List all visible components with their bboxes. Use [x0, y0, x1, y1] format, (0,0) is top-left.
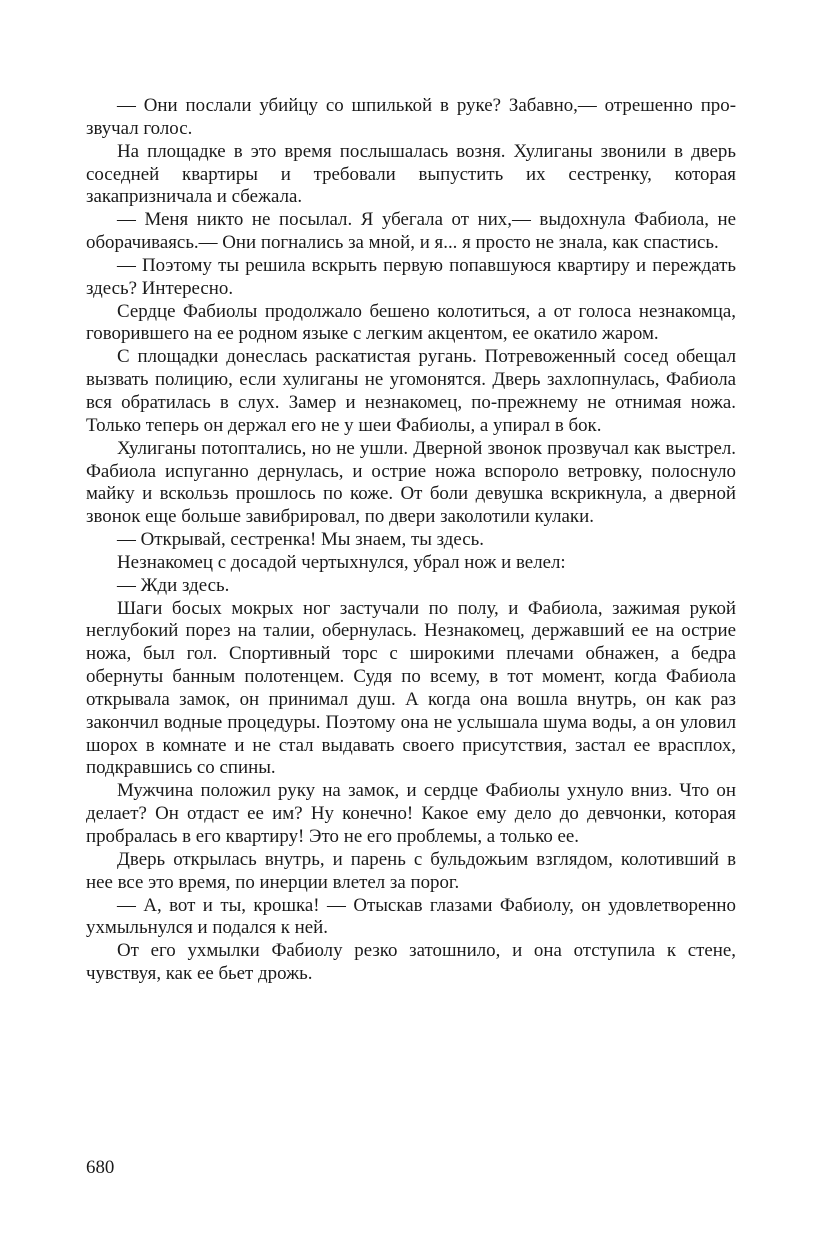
paragraph-9: Незнакомец с досадой чертыхнулся, убрал нож и велел: — [117, 551, 566, 573]
paragraph-8: — Открывай, сестренка! Мы знаем, ты здесь. — [117, 529, 484, 551]
paragraph-3: — Меня никто не посылал. Я убегала от них,— выдохнула Фабиола, не оборачиваясь.— Они погнались за мной, и я... я просто не знала, как спастись. — [86, 209, 736, 254]
paragraph-11: Шаги босых мокрых ног застучали по полу, и Фабиола, зажимая рукой неглубокий порез на талии, обернулась. Незнакомец, державший ее на острие ножа, был гол. Спортивный торс с широкими плечами обнажен, а бедра обернуты банным полотенцем. Судя по всему, в тот момент, когда Фабиола открывала замок, он принимал душ. А когда она вошла внутрь, он как раз закончил водные процедуры. Поэтому она не услышала шума воды, а он уловил шорох в комнате и не стал выдавать своего присутствия, застал ее врасплох, подкравшись со спины. — [86, 597, 736, 779]
paragraph-6: С площадки донеслась раскатистая ругань. Потревоженный сосед обещал вызвать полицию, если хулиганы не угомонятся. Дверь захлопнулась, Фабиола вся обратилась в слух. Замер и незнакомец, по-прежнему не отнимая ножа. Только теперь он держал его не у шеи Фабиолы, а упирал в бок. — [86, 346, 736, 436]
paragraph-4: — Поэтому ты решила вскрыть первую попавшуюся квартиру и переждать здесь? Интересно. — [86, 254, 736, 299]
page-body — [86, 95, 736, 986]
paragraph-5: Сердце Фабиолы продолжало бешено колотиться, а от голоса незнакомца, говорившего на ее родном языке с легким акцентом, ее окатило жаром. — [86, 300, 736, 345]
paragraph-7: Хулиганы потоптались, но не ушли. Дверной звонок прозвучал как выстрел. Фабиола испуганно дернулась, и острие ножа вспороло ветровку, полоснуло майку и вскользь прошлось по коже. От боли девушка вскрикнула, а дверной звонок еще больше завибрировал, по двери заколотили кулаки. — [86, 437, 736, 528]
paragraph-1: — Они послали убийцу со шпилькой в руке? Забавно,— отрешенно прозвучал голос. — [86, 95, 736, 139]
paragraph-14: — А, вот и ты, крошка! — Отыскав глазами Фабиолу, он удовлетворенно ухмыльнулся и подался к ней. — [86, 894, 736, 939]
paragraph-10: — Жди здесь. — [117, 574, 230, 596]
paragraph-15: От его ухмылки Фабиолу резко затошнило, и она отступила к стене, чувствуя, как ее бьет дрожь. — [86, 940, 736, 985]
paragraph-12: Мужчина положил руку на замок, и сердце Фабиолы ухнуло вниз. Что он делает? Он отдаст ее им? Ну конечно! Какое ему дело до девчонки, которая пробралась в его квартиру! Это не его проблемы, а только ее. — [86, 780, 736, 847]
paragraph-2: На площадке в это время послышалась возня. Хулиганы звонили в дверь соседней квартиры и требовали выпустить их сестренку, которая закапризничала и сбежала. — [86, 140, 736, 208]
paragraph-13: Дверь открылась внутрь, и парень с бульдожьим взглядом, колотивший в нее все это время, по инерции влетел за порог. — [86, 848, 736, 893]
page-number: 680 — [86, 1157, 115, 1178]
